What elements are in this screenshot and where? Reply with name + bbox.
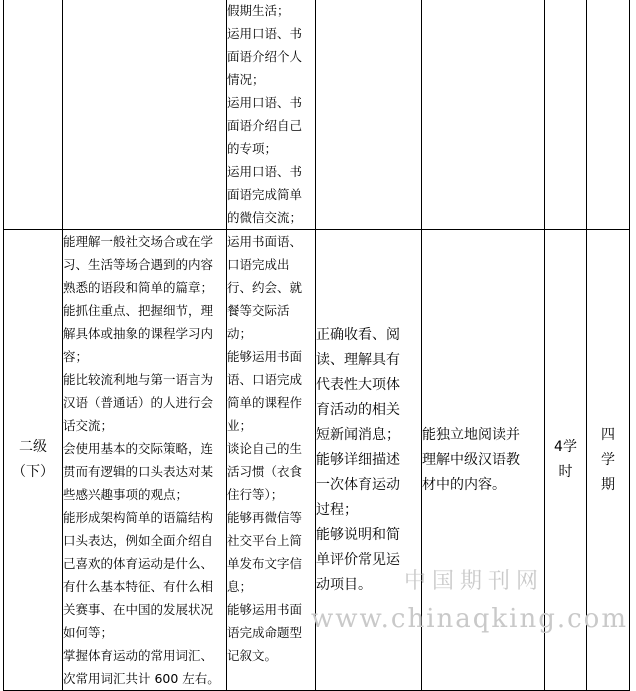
text-line: 社交平台上简 [227,533,303,548]
text-line: 面语介绍自己 [227,118,303,133]
sports-content-list [316,323,421,598]
text-line: 次常用词汇共计 600 左右。 [63,671,220,686]
row1-col5-cell [422,0,545,230]
text-line: 行、约会、就 [227,280,303,295]
text-line: 住行等）； [227,487,284,502]
text-line: 学 [601,451,615,468]
text-line: 些感兴趣事项的观点； [63,487,189,502]
text-line: 如何等； [63,625,114,640]
text-line: 能够详细描述 [316,451,400,468]
text-line: 活习惯（衣食 [227,464,303,479]
text-line: 能够运用书面 [227,349,303,364]
level-sub-label: （下） [12,464,54,480]
text-line: 4学 [554,439,577,455]
text-line: 单评价常见运 [316,551,400,568]
level-label: 二级 [19,439,47,455]
text-line: 餐等交际活 [227,303,290,318]
row1-term-cell [587,0,630,230]
term-list [587,423,629,498]
text-line: 口头表达，例如全面介绍自 [63,533,214,548]
text-line: 掌握体育运动的常用词汇、 [63,648,214,663]
text-line: 的微信交流； [227,210,303,225]
text-line: 简单的课程作 [227,395,303,410]
text-line: 面语完成简单 [227,187,303,202]
text-line: 读、理解具有 [316,351,400,368]
text-line: 代表性大项体 [316,376,400,393]
text-line: 己喜欢的体育运动是什么、 [63,556,214,571]
text-line: 四 [601,426,615,443]
row1-level-cell [4,0,63,230]
watermark-url: www.chinaqking.com [310,604,628,634]
text-line: 容； [63,349,89,364]
watermark-site-name: 中国期刊网 [403,569,544,594]
text-line: 动； [227,326,253,341]
communication-tasks-list [227,230,315,667]
text-line: 能够再微信等 [227,510,303,525]
text-line: 谈论自己的生 [227,441,303,456]
text-line: 汉语（普通话）的人进行会 [63,395,214,410]
text-line: 期 [601,476,615,493]
text-line: 过程； [316,501,358,518]
text-line: 假期生活； [227,3,290,18]
communication-tasks-cell [227,230,316,691]
ability-goals-list [63,230,226,690]
level-cell [4,230,63,691]
text-line: 语完成命题型 [227,625,303,640]
row1-goals-cell [63,0,227,230]
text-line: 息； [227,579,253,594]
text-line: 面语介绍个人 [227,49,303,64]
text-line: 时 [558,464,573,480]
row1-tasks-cell [227,0,316,230]
text-line: 运用书面语、 [227,234,303,249]
text-line: 有什么基本特征、有什么相 [63,579,214,594]
text-line: 贯而有逻辑的口头表达对某 [63,464,214,479]
text-line: 能够说明和简 [316,526,400,543]
text-line: 解具体或抽象的课程学习内 [63,326,214,341]
text-line: 一次体育运动 [316,476,400,493]
row1-tasks-list [227,0,315,229]
text-line: 会使用基本的交际策略，连 [63,441,214,456]
text-line: 记叙文。 [227,648,278,663]
row1-hours-cell [545,0,587,230]
text-line: 情况； [227,72,265,87]
text-line: 运用口语、书 [227,95,303,110]
text-line: 能理解一般社交场合或在学 [63,234,214,249]
text-line: 业； [227,418,253,433]
text-line: 语、口语完成 [227,372,303,387]
text-line: 能够运用书面 [227,602,303,617]
text-line: 的专项； [227,141,278,156]
text-line: 习、生活等场合遇到的内容 [63,257,214,272]
reading-goal-list [422,423,544,498]
text-line: 短新闻消息； [316,426,400,443]
text-line: 能形成架构简单的语篇结构 [63,510,214,525]
text-line: 正确收看、阅 [316,326,400,343]
text-line: 理解中级汉语教 [422,451,520,468]
hours-list [545,435,586,485]
text-line: 育活动的相关 [316,401,400,418]
table-row-top [4,0,630,230]
text-line: 运用口语、书 [227,164,303,179]
text-line: 动项目。 [316,576,372,593]
text-line: 话交流； [63,418,114,433]
text-line: 关赛事、在中国的发展状况 [63,602,214,617]
text-line: 材中的内容。 [422,476,506,493]
text-line: 口语完成出 [227,257,290,272]
text-line: 能抓住重点、把握细节，理 [63,303,214,318]
text-line: 能独立地阅读并 [422,426,520,443]
text-line: 单发布文字信 [227,556,303,571]
row1-col4-cell [316,0,422,230]
text-line: 熟悉的语段和简单的篇章； [63,280,214,295]
text-line: 能比较流利地与第一语言为 [63,372,214,387]
text-line: 运用口语、书 [227,26,303,41]
ability-goals-cell [63,230,227,691]
